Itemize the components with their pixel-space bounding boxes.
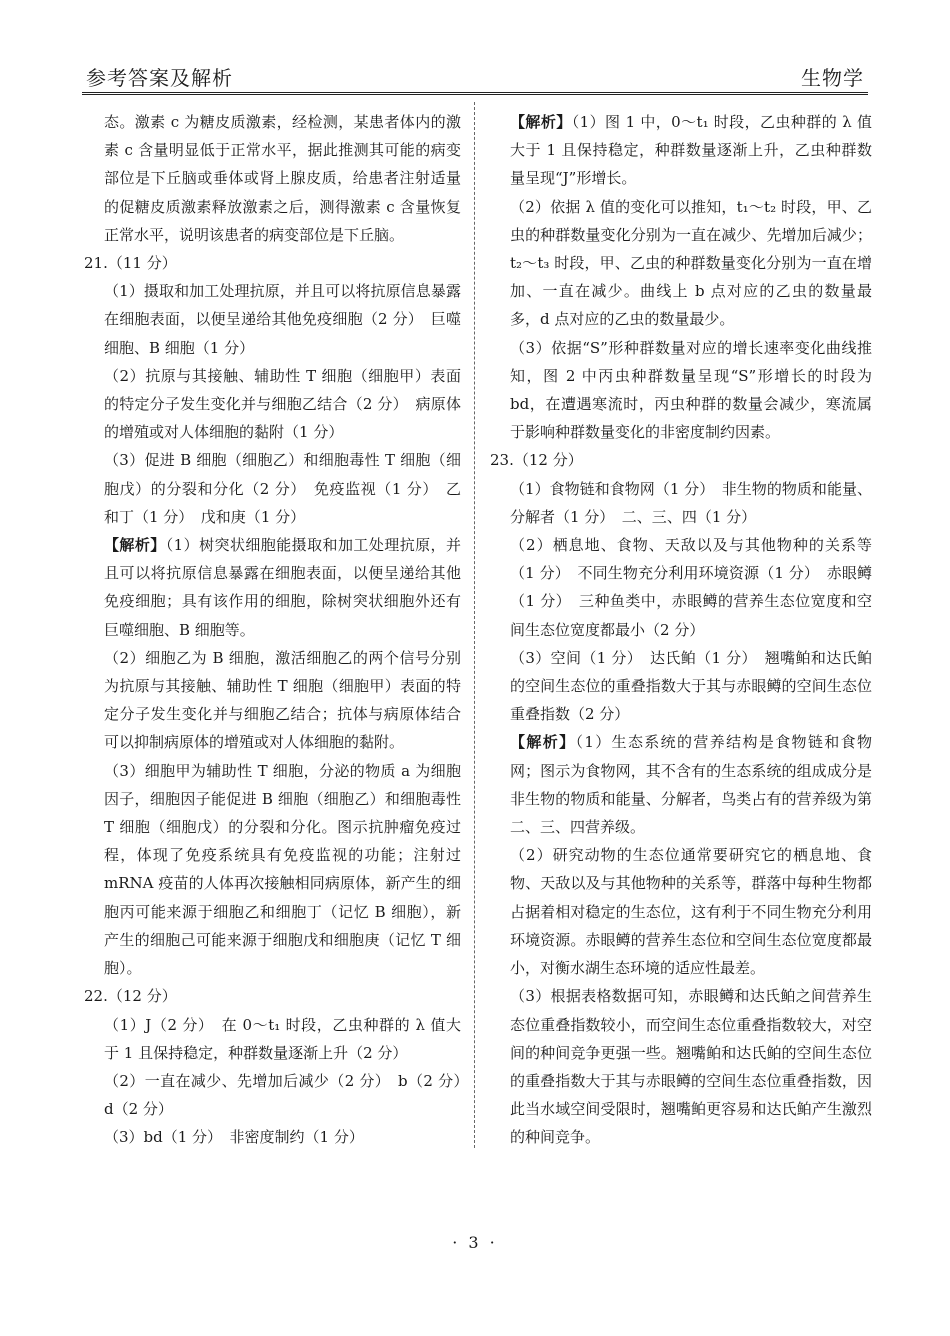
q21-analysis-2: （2）细胞乙为 B 细胞，激活细胞乙的两个信号分别为抗原与其接触、辅助性 T 细胞（细胞甲）表面的特定分子发生变化并与细胞乙结合；抗体与病原体结合可以抑制病原体的增殖或对人体细胞的黏附。	[104, 648, 461, 752]
q21-answer-2: （2）抗原与其接触、辅助性 T 细胞（细胞甲）表面的特定分子发生变化并与细胞乙结合（2 分） 病原体的增殖或对人体细胞的黏附（1 分）	[104, 366, 461, 442]
header-subject: 生物学	[801, 66, 864, 90]
q23-analysis-3: （3）根据表格数据可知，赤眼鳟和达氏鲌之间营养生态位重叠指数较小，而空间生态位重叠指数较大，对空间的种间竞争更强一些。翘嘴鲌和达氏鲌的空间生态位的重叠指数大于其与赤眼鳟的空间生态位重叠指数，因此当水域空间受限时，翘嘴鲌更容易和达氏鲌产生激烈的种间竞争。	[510, 987, 872, 1147]
q22-analysis-1	[490, 108, 872, 193]
q21-analysis-3: （3）细胞甲为辅助性 T 细胞，分泌的物质 a 为细胞因子，细胞因子能促进 B 细胞（细胞乙）和细胞毒性 T 细胞（细胞戊）的分裂和分化。图示抗肿瘤免疫过程，体现了免疫系统具有免疫监视的功能；注射过 mRNA 疫苗的人体再次接触相同病原体，新产生的细胞丙可能来源于细胞乙和细胞丁（记忆 B 细胞），新产生的细胞己可能来源于细胞戊和细胞庚（记忆 T 细胞）。	[104, 761, 461, 978]
q23-analysis-1	[490, 728, 872, 841]
column-divider	[474, 102, 475, 1148]
q21-answer-3: （3）促进 B 细胞（细胞乙）和细胞毒性 T 细胞（细胞戊）的分裂和分化（2 分） 免疫监视（1 分） 乙和丁（1 分） 戊和庚（1 分）	[104, 451, 461, 526]
q22-title: 22.（12 分）	[84, 987, 177, 1006]
intro-paragraph: 态。激素 c 为糖皮质激素，经检测，某患者体内的激素 c 含量明显低于正常水平，据此推测其可能的病变部位是下丘脑或垂体或肾上腺皮质，给患者注射适量的促糖皮质激素释放激素之后，测得激素 c 含量恢复正常水平，说明该患者的病变部位是下丘脑。	[104, 113, 461, 244]
q22-answer-1: （1）J（2 分） 在 0～t₁ 时段，乙虫种群的 λ 值大于 1 且保持稳定，种群数量逐渐上升（2 分）	[104, 1015, 461, 1062]
analysis-label: 【解析】	[510, 733, 576, 752]
q22-analysis-2: （2）依据 λ 值的变化可以推知，t₁～t₂ 时段，甲、乙虫的种群数量变化分别为一直在减少、先增加后减少；t₂～t₃ 时段，甲、乙虫的种群数量变化分别为一直在增加、一直在减少。曲线上 b 点对应的乙虫的数量最多，d 点对应的乙虫的数量最少。	[510, 197, 872, 329]
page-number: · 3 ·	[452, 1233, 498, 1252]
q23-answer-3: （3）空间（1 分） 达氏鲌（1 分） 翘嘴鲌和达氏鲌的空间生态位的重叠指数大于其与赤眼鳟的空间生态位重叠指数（2 分）	[510, 648, 872, 724]
q23-answer-2: （2）栖息地、食物、天敌以及与其他物种的关系等（1 分） 不同生物充分利用环境资源（1 分） 赤眼鳟（1 分） 三种鱼类中，赤眼鳟的营养生态位宽度和空间生态位宽度都最小（2 分）	[510, 536, 872, 639]
analysis-text: （1）树突状细胞能摄取和加工处理抗原，并且可以将抗原信息暴露在细胞表面，以便呈递给其他免疫细胞；具有该作用的细胞，除树突状细胞外还有巨噬细胞、B 细胞等。	[104, 536, 461, 639]
analysis-label: 【解析】	[104, 536, 166, 555]
left-column	[84, 108, 477, 1152]
q22-answer-2: （2）一直在减少、先增加后减少（2 分） b（2 分） d（2 分）	[104, 1071, 477, 1119]
page-header	[82, 58, 868, 95]
q23-answer-1: （1）食物链和食物网（1 分） 非生物的物质和能量、分解者（1 分） 二、三、四（1 分）	[510, 479, 872, 526]
q22-analysis-3: （3）依据“S”形种群数量对应的增长速率变化曲线推知，图 2 中丙虫种群数量呈现“S”形增长的时段为 bd，在遭遇寒流时，丙虫种群的数量会减少，寒流属于影响种群数量变化的非密度制约因素。	[510, 338, 872, 442]
right-column	[490, 108, 872, 1152]
q21-answer-1: （1）摄取和加工处理抗原，并且可以将抗原信息暴露在细胞表面，以便呈递给其他免疫细胞（2 分） 巨噬细胞、B 细胞（1 分）	[104, 282, 461, 357]
q22-answer-3: （3）bd（1 分） 非密度制约（1 分）	[104, 1128, 364, 1147]
q21-title: 21.（11 分）	[84, 254, 177, 273]
header-title: 参考答案及解析	[86, 66, 233, 90]
analysis-text: （1）图 1 中，0～t₁ 时段，乙虫种群的 λ 值大于 1 且保持稳定，种群数量逐渐上升，乙虫种群数量呈现“J”形增长。	[510, 113, 872, 188]
q21-analysis-1	[84, 531, 461, 644]
q23-title: 23.（12 分）	[490, 451, 583, 470]
analysis-label: 【解析】	[510, 113, 572, 131]
q23-analysis-2: （2）研究动物的生态位通常要研究它的栖息地、食物、天敌以及与其他物种的关系等，群落中每种生物都占据着相对稳定的生态位，这有利于不同生物充分利用环境资源。赤眼鳟的营养生态位和空间生态位宽度都最小，对衡水湖生态环境的适应性最差。	[510, 846, 872, 978]
analysis-text: （1）生态系统的营养结构是食物链和食物网；图示为食物网，其不含有的生态系统的组成成分是非生物的物质和能量、分解者，鸟类占有的营养级为第二、三、四营养级。	[510, 733, 872, 837]
